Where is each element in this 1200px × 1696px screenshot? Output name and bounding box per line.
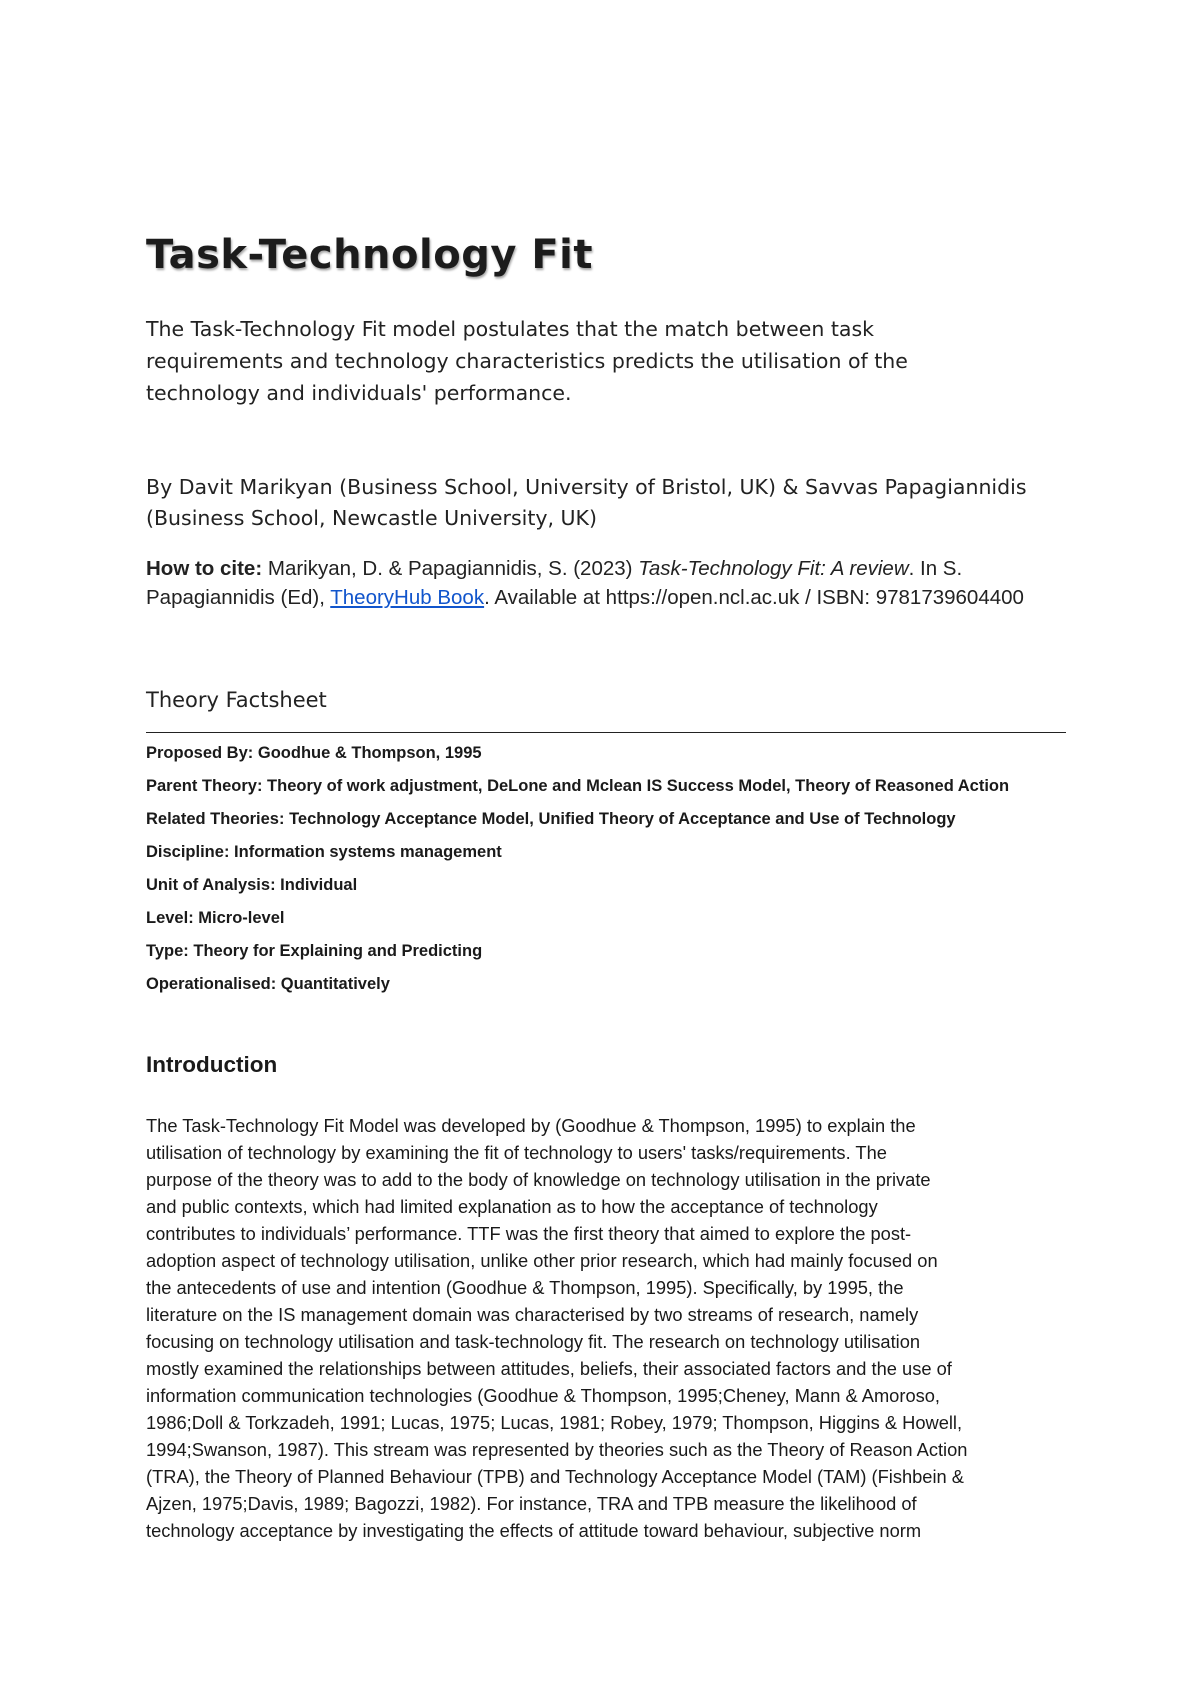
intro-line: the antecedents of use and intention (Goodhue & Thompson, 1995). Specifically, by 1995, the xyxy=(146,1277,904,1298)
fact-parent-theory: Parent Theory: Theory of work adjustment, DeLone and Mclean IS Success Model, Theory of Reasoned Action xyxy=(146,777,1010,795)
factsheet-list xyxy=(146,737,1066,1001)
fact-discipline: Discipline: Information systems management xyxy=(146,843,502,861)
intro-line: literature on the IS management domain was characterised by two streams of research, namely xyxy=(146,1304,919,1325)
citation-text-before: Marikyan, D. & Papagiannidis, S. (2023) xyxy=(262,557,639,580)
intro-line: Ajzen, 1975;Davis, 1989; Bagozzi, 1982). For instance, TRA and TPB measure the likelihood of xyxy=(146,1493,917,1514)
introduction-paragraph xyxy=(146,1112,1066,1544)
author-line: By Davit Marikyan (Business School, University of Bristol, UK) & Savvas Papagiannidis (Business School, Newcastle University, UK) xyxy=(146,475,1027,530)
fact-level: Level: Micro-level xyxy=(146,909,285,927)
document-title: Task-Technology Fit xyxy=(146,232,593,278)
introduction-heading: Introduction xyxy=(146,1052,278,1077)
citation-block xyxy=(146,554,1026,612)
fact-unit-of-analysis: Unit of Analysis: Individual xyxy=(146,876,358,894)
document-page xyxy=(146,0,1066,1696)
citation-text-after: . Available at https://open.ncl.ac.uk / ISBN: 9781739604400 xyxy=(484,586,1024,609)
citation-text-middle: . In S. Papagiannidis (Ed), xyxy=(146,557,963,609)
citation-italic-title: Task-Technology Fit: A review xyxy=(638,557,909,580)
intro-line: 1986;Doll & Torkzadeh, 1991; Lucas, 1975; Lucas, 1981; Robey, 1979; Thompson, Higgins & Howell, xyxy=(146,1412,963,1433)
intro-line: adoption aspect of technology utilisation, unlike other prior research, which had mainly focused on xyxy=(146,1250,938,1271)
fact-type: Type: Theory for Explaining and Predicting xyxy=(146,942,483,960)
fact-operationalised: Operationalised: Quantitatively xyxy=(146,975,390,993)
intro-line: information communication technologies (Goodhue & Thompson, 1995;Cheney, Mann & Amoroso, xyxy=(146,1385,940,1406)
intro-line: focusing on technology utilisation and task-technology fit. The research on technology utilisation xyxy=(146,1331,921,1352)
intro-line: The Task-Technology Fit Model was developed by (Goodhue & Thompson, 1995) to explain the xyxy=(146,1115,916,1136)
fact-related-theories: Related Theories: Technology Acceptance Model, Unified Theory of Acceptance and Use of Technology xyxy=(146,810,956,828)
intro-line: contributes to individuals’ performance. TTF was the first theory that aimed to explore the post- xyxy=(146,1223,912,1244)
factsheet-divider xyxy=(146,732,1066,733)
intro-line: technology acceptance by investigating the effects of attitude toward behaviour, subjective norm xyxy=(146,1520,922,1541)
theory-summary: The Task-Technology Fit model postulates that the match between task requirements and technology characteristics predicts the utilisation of the technology and individuals' performance. xyxy=(146,317,908,405)
intro-line: utilisation of technology by examining the fit of technology to users' tasks/requirements. The xyxy=(146,1142,887,1163)
factsheet-heading: Theory Factsheet xyxy=(146,688,327,712)
intro-line: (TRA), the Theory of Planned Behaviour (TPB) and Technology Acceptance Model (TAM) (Fishbein & xyxy=(146,1466,964,1487)
intro-line: and public contexts, which had limited explanation as to how the acceptance of technology xyxy=(146,1196,878,1217)
intro-line: mostly examined the relationships between attitudes, beliefs, their associated factors and the use of xyxy=(146,1358,952,1379)
intro-line: 1994;Swanson, 1987). This stream was represented by theories such as the Theory of Reason Action xyxy=(146,1439,968,1460)
citation-label: How to cite: xyxy=(146,557,263,580)
theoryhub-book-link[interactable]: TheoryHub Book xyxy=(330,586,485,609)
fact-proposed-by: Proposed By: Goodhue & Thompson, 1995 xyxy=(146,744,482,762)
intro-line: purpose of the theory was to add to the body of knowledge on technology utilisation in the private xyxy=(146,1169,931,1190)
